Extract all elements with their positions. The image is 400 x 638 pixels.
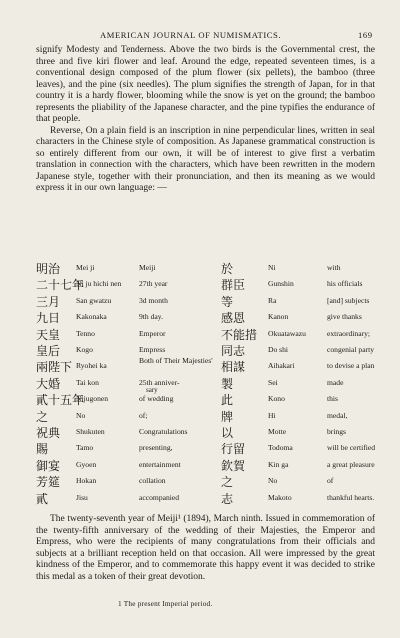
romaji-left: Jisu <box>76 492 88 502</box>
kanji-left: 兩陛下 <box>36 360 73 375</box>
kanji-right: 相謀 <box>221 360 246 375</box>
kanji-right: 於 <box>221 262 234 276</box>
body-text-top <box>36 45 375 195</box>
english-left: 27th year <box>139 279 168 289</box>
kanji-left: 天皇 <box>36 327 61 342</box>
english-left: of wedding <box>139 394 174 404</box>
table-row <box>0 491 400 507</box>
kanji-left: 貳十五年 <box>36 393 85 408</box>
paragraph-description: signify Modesty and Tenderness. Above the two birds is the Governmental crest, the three and five kiri flower and leaf. Around the edge, repeated seventeen times, is a conventional design composed of the plum flower (six pellets), the bamboo (three leaves), and the pine (six needles). The plum signifies the strength of Japan, for in that country it is a hardy flower, blooming while the snow is yet on the ground; the bamboo represents the pliability of the Japanese character, and the pine typifies the endurance of that people. <box>36 45 375 124</box>
kanji-left: 明治 <box>36 262 61 276</box>
running-header <box>0 30 400 42</box>
english-right: made <box>327 377 344 387</box>
english-right: of <box>327 476 334 486</box>
romaji-left: Nijugonen <box>76 394 109 404</box>
table-row <box>0 458 400 474</box>
table-row <box>0 327 400 343</box>
romaji-right: Makoto <box>268 492 292 502</box>
romaji-left: Mei ji <box>76 263 95 272</box>
kanji-right: 行留 <box>221 442 246 457</box>
table-row <box>0 356 400 375</box>
paragraph-translation: The twenty-seventh year of Meiji¹ (1894), March ninth. Issued in commemoration of the twenty-fifth anniversary of the wedding of their Majesties, the Emperor and Empress, who were the recipients of many congratulations from their officials and subjects at a brilliant reception held on that occasion. All were impressed by the great kindness of the Emperor, and to commemorate this happy event it was decided to strike this medal as a token of their great devotion. <box>36 514 375 582</box>
romaji-left: Tenno <box>76 328 95 338</box>
table-row <box>0 376 400 392</box>
table-row <box>0 425 400 441</box>
romaji-right: Do shi <box>268 345 289 354</box>
english-right: extraordinary; <box>327 328 371 338</box>
table-row <box>0 392 400 408</box>
romaji-left: Tamo <box>76 443 94 453</box>
english-left: 3d month <box>139 295 168 305</box>
romaji-left: No <box>76 410 86 420</box>
english-left: collation <box>139 476 166 486</box>
romaji-left: Ryohei ka <box>76 361 107 371</box>
kanji-right: 感恩 <box>221 311 246 326</box>
english-left: of; <box>139 410 148 420</box>
kanji-right: 牌 <box>221 409 234 424</box>
english-right: brings <box>327 427 346 436</box>
kanji-left: 九日 <box>36 311 61 326</box>
kanji-right: 不能措 <box>221 327 258 342</box>
table-row <box>0 261 400 277</box>
page-number: 169 <box>358 30 373 40</box>
romaji-right: Kono <box>268 394 285 404</box>
romaji-right: Ra <box>268 295 277 305</box>
english-right: with <box>327 263 341 272</box>
english-left: accompanied <box>139 492 180 502</box>
romaji-left: Kakonaka <box>76 312 107 322</box>
romaji-right: Aihakari <box>268 361 295 371</box>
kanji-right: 志 <box>221 491 234 506</box>
english-right: congenial party <box>327 345 375 354</box>
romaji-right: Sei <box>268 377 278 387</box>
english-right: to devise a plan <box>327 361 375 371</box>
romaji-right: Kin ga <box>268 459 289 469</box>
english-left: Empress <box>139 345 166 354</box>
translation-table <box>0 261 400 508</box>
english-left: Emperor <box>139 328 166 338</box>
journal-title: AMERICAN JOURNAL OF NUMISMATICS. <box>100 30 282 40</box>
kanji-left: 芳筵 <box>36 475 61 490</box>
kanji-right: 此 <box>221 393 234 408</box>
kanji-right: 以 <box>221 426 234 440</box>
romaji-left: Kogo <box>76 345 93 354</box>
table-row <box>0 294 400 310</box>
table-row <box>0 310 400 326</box>
table-row <box>0 277 400 293</box>
romaji-right: Gunshin <box>268 279 294 289</box>
kanji-right: 群臣 <box>221 278 246 293</box>
table-row <box>0 409 400 425</box>
kanji-right: 製 <box>221 376 234 391</box>
romaji-right: Kanon <box>268 312 289 322</box>
romaji-right: Ni <box>268 263 276 272</box>
romaji-left: Ni ju hichi nen <box>76 279 122 289</box>
english-right: [and] subjects <box>327 295 370 305</box>
english-right: his officials <box>327 279 363 289</box>
romaji-left: Shukuten <box>76 427 105 436</box>
kanji-right: 之 <box>221 475 234 490</box>
kanji-left: 之 <box>36 409 49 424</box>
romaji-right: Todoma <box>268 443 293 453</box>
english-right: a great pleasure <box>327 459 375 469</box>
kanji-left: 御宴 <box>36 458 61 473</box>
anniversary-continuation: sary <box>146 385 158 394</box>
english-right: will be certified <box>327 443 376 453</box>
english-left: presenting, <box>139 443 173 453</box>
romaji-right: Hi <box>268 410 276 420</box>
english-left: Congratulations <box>139 427 188 436</box>
romaji-left: Hokan <box>76 476 97 486</box>
english-left: Meiji <box>139 263 156 272</box>
kanji-left: 皇后 <box>36 344 61 358</box>
kanji-left: 祝典 <box>36 426 61 440</box>
romaji-left: San gwatzu <box>76 295 112 305</box>
table-row <box>0 474 400 490</box>
romaji-right: Motte <box>268 427 287 436</box>
kanji-left: 大婚 <box>36 376 61 391</box>
romaji-right: No <box>268 476 278 486</box>
english-left: entertainment <box>139 459 181 469</box>
kanji-left: 三月 <box>36 294 61 309</box>
kanji-left: 賜 <box>36 442 49 457</box>
english-left: 25th anniver- <box>139 377 180 387</box>
english-left: 9th day. <box>139 312 163 322</box>
kanji-right: 同志 <box>221 344 246 358</box>
kanji-left: 貳 <box>36 491 49 506</box>
romaji-left: Tai kon <box>76 377 99 387</box>
romaji-left: Gyoen <box>76 459 97 469</box>
footnote: 1 The present Imperial period. <box>118 599 213 608</box>
paragraph-reverse: Reverse, On a plain field is an inscription in nine perpendicular lines, written in seal characters in the Chinese style of composition. As Japanese grammatical construction is so entirely different from our own, it will be of interest to give first a verbatim translation in connection with the characters, which have been rewritten in the modern Japanese style, together with their pronunciation, and then its meaning as we would express it in our own language: — <box>36 125 375 193</box>
english-right: thankful hearts. <box>327 492 375 502</box>
kanji-right: 欽賀 <box>221 458 246 473</box>
kanji-right: 等 <box>221 294 234 309</box>
kanji-left: 二十七年 <box>36 278 85 293</box>
english-left: Both of Their Majesties' <box>139 356 213 366</box>
english-right: this <box>327 394 338 404</box>
english-right: give thanks <box>327 312 362 322</box>
romaji-right: Okuatawazu <box>268 328 306 338</box>
body-text-bottom <box>36 514 375 583</box>
table-row <box>0 441 400 457</box>
english-right: medal, <box>327 410 348 420</box>
